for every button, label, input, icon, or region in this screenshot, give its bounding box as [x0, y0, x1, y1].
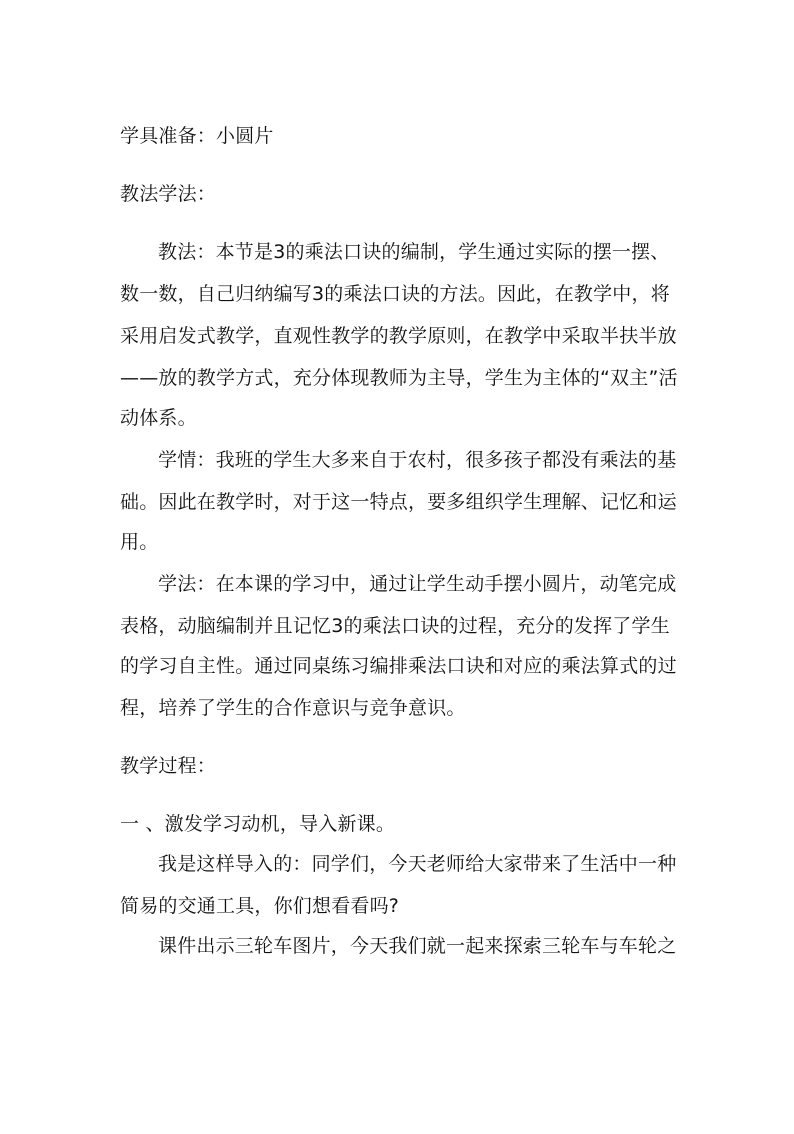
materials-line: 学具准备：小圆片: [120, 125, 274, 147]
learning-method-line-4: 程，培养了学生的合作意识与竞争意识。: [120, 697, 466, 719]
process-heading: 教学过程：: [120, 755, 217, 777]
teaching-method-line-2: 数一数，自己归纳编写3的乘法口诀的方法。因此，在教学中，将: [120, 283, 670, 305]
student-situation-line-1: 学情：我班的学生大多来自于农村，很多孩子都没有乘法的基: [158, 449, 677, 471]
teaching-method-line-3: 采用启发式教学，直观性教学的教学原则，在教学中采取半扶半放: [120, 325, 677, 347]
student-situation-line-2: 础。因此在教学时，对于这一特点，要多组织学生理解、记忆和运: [120, 491, 677, 513]
learning-method-line-2: 表格，动脑编制并且记忆3的乘法口诀的过程，充分的发挥了学生: [120, 615, 670, 637]
intro-line-1: 我是这样导入的：同学们，今天老师给大家带来了生活中一种: [158, 853, 677, 875]
intro-line-2: 简易的交通工具，你们想看看吗?: [120, 895, 400, 917]
learning-method-line-3: 的学习自主性。通过同桌练习编排乘法口诀和对应的乘法算式的过: [120, 655, 677, 677]
methods-heading: 教法学法：: [120, 183, 217, 205]
section-one-heading: 一 、激发学习动机，导入新课。: [120, 813, 396, 835]
teaching-method-line-1: 教法：本节是3的乘法口诀的编制，学生通过实际的摆一摆、: [158, 241, 670, 263]
learning-method-line-1: 学法：在本课的学习中，通过让学生动手摆小圆片，动笔完成: [158, 573, 677, 595]
student-situation-line-3: 用。: [120, 531, 159, 553]
teaching-method-line-4: ——放的教学方式，充分体现教师为主导，学生为主体的“双主”活: [120, 367, 678, 389]
courseware-line-1: 课件出示三轮车图片，今天我们就一起来探索三轮车与车轮之: [158, 935, 677, 957]
teaching-method-line-5: 动体系。: [120, 407, 197, 429]
